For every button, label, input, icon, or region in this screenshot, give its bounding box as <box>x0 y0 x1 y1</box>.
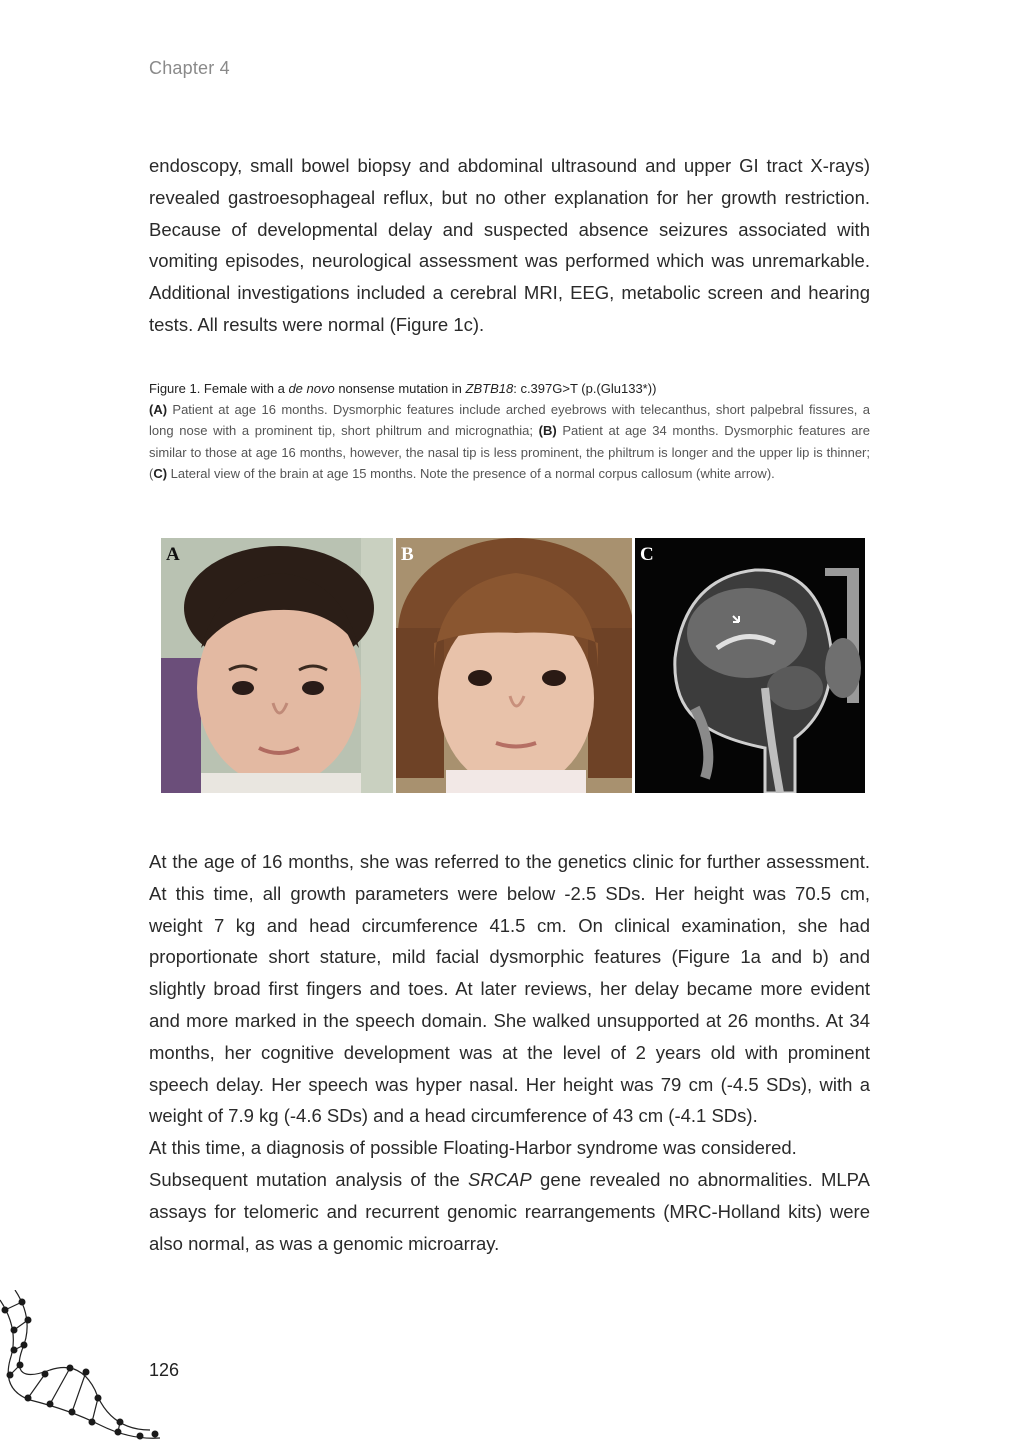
photo-panel-b <box>396 538 632 793</box>
caption-title <box>149 378 870 399</box>
paragraph-text-span: Subsequent mutation analysis of the <box>149 1168 469 1190</box>
caption-title-prefix: Figure 1. Female with a <box>149 381 289 396</box>
caption-title-mid: nonsense mutation in <box>334 381 466 396</box>
caption-text-a: Patient at age 16 months. Dysmorphic features include arched eyebrows with telecanthus, short palpebral fissures, a long nose with a prominent tip, short philtrum and micrognathia; <box>149 402 870 439</box>
chapter-header: Chapter 4 <box>149 58 230 78</box>
caption-title-italic-gene: ZBTB18 <box>465 381 514 396</box>
figure-caption <box>149 378 870 484</box>
caption-title-italic-de-novo: de novo <box>288 381 335 396</box>
photo-b-illustration <box>396 538 632 793</box>
mri-panel-c <box>635 538 865 793</box>
caption-text-b: Patient at age 34 months. Dysmorphic features are similar to those at age 16 months, however, the nasal tip is less prominent, the philtrum is longer and the upper lip is thinner; ( <box>149 423 870 481</box>
caption-title-suffix: : c.397G>T (p.(Glu133*)) <box>513 381 657 396</box>
gene-name-italic: SRCAP <box>468 1168 532 1190</box>
photo-panel-a <box>161 538 393 793</box>
page-number: 126 <box>149 1360 180 1380</box>
panel-label-c: C <box>640 544 654 565</box>
figure-1 <box>161 538 865 793</box>
caption-body <box>149 399 870 484</box>
panel-label-a: A <box>166 544 180 565</box>
body-paragraph-2 <box>149 846 870 1259</box>
paragraph-text-span: gene revealed no abnormalities. MLPA assays for telomeric and recurrent genomic rearrangements (MRC-Holland kits) were also normal, as was a genomic microarray. <box>149 1168 870 1254</box>
caption-label-a: (A) <box>149 402 168 418</box>
paragraph-text <box>149 1164 870 1259</box>
paragraph-text: endoscopy, small bowel biopsy and abdominal ultrasound and upper GI tract X-rays) revealed gastroesophageal reflux, but no other explanation for her growth restriction. Because of developmental delay and suspected absence seizures associated with vomiting episodes, neurological assessment was performed which was unremarkable. Additional investigations included a cerebral MRI, EEG, metabolic screen and hearing tests. All results were normal (Figure 1c). <box>149 155 870 335</box>
panel-label-b: B <box>401 544 414 565</box>
body-paragraph-1 <box>149 150 870 341</box>
paragraph-text: At this time, a diagnosis of possible Floating-Harbor syndrome was considered. <box>149 1137 797 1159</box>
photo-a-illustration <box>161 538 393 793</box>
caption-text-c: Lateral view of the brain at age 15 months. Note the presence of a normal corpus callosum (white arrow). <box>167 465 775 481</box>
paragraph-text: At the age of 16 months, she was referred to the genetics clinic for further assessment. At this time, all growth parameters were below -2.5 SDs. Her height was 70.5 cm, weight 7 kg and head circumference 41.5 cm. On clinical examination, she had proportionate short stature, mild facial dysmorphic features (Figure 1a and b) and slightly broad first fingers and toes. At later reviews, her delay became more evident and more marked in the speech domain. She walked unsupported at 26 months. At 34 months, her cognitive development was at the level of 2 years old with prominent speech delay. Her speech was hyper nasal. Her height was 79 cm (-4.5 SDs), with a weight of 7.9 kg (-4.6 SDs) and a head circumference of 43 cm (-4.1 SDs). <box>149 851 870 1127</box>
caption-label-c: C) <box>153 465 168 481</box>
dna-helix-icon <box>0 1290 170 1440</box>
caption-label-b: (B) <box>538 423 557 439</box>
mri-c-illustration <box>635 538 865 793</box>
